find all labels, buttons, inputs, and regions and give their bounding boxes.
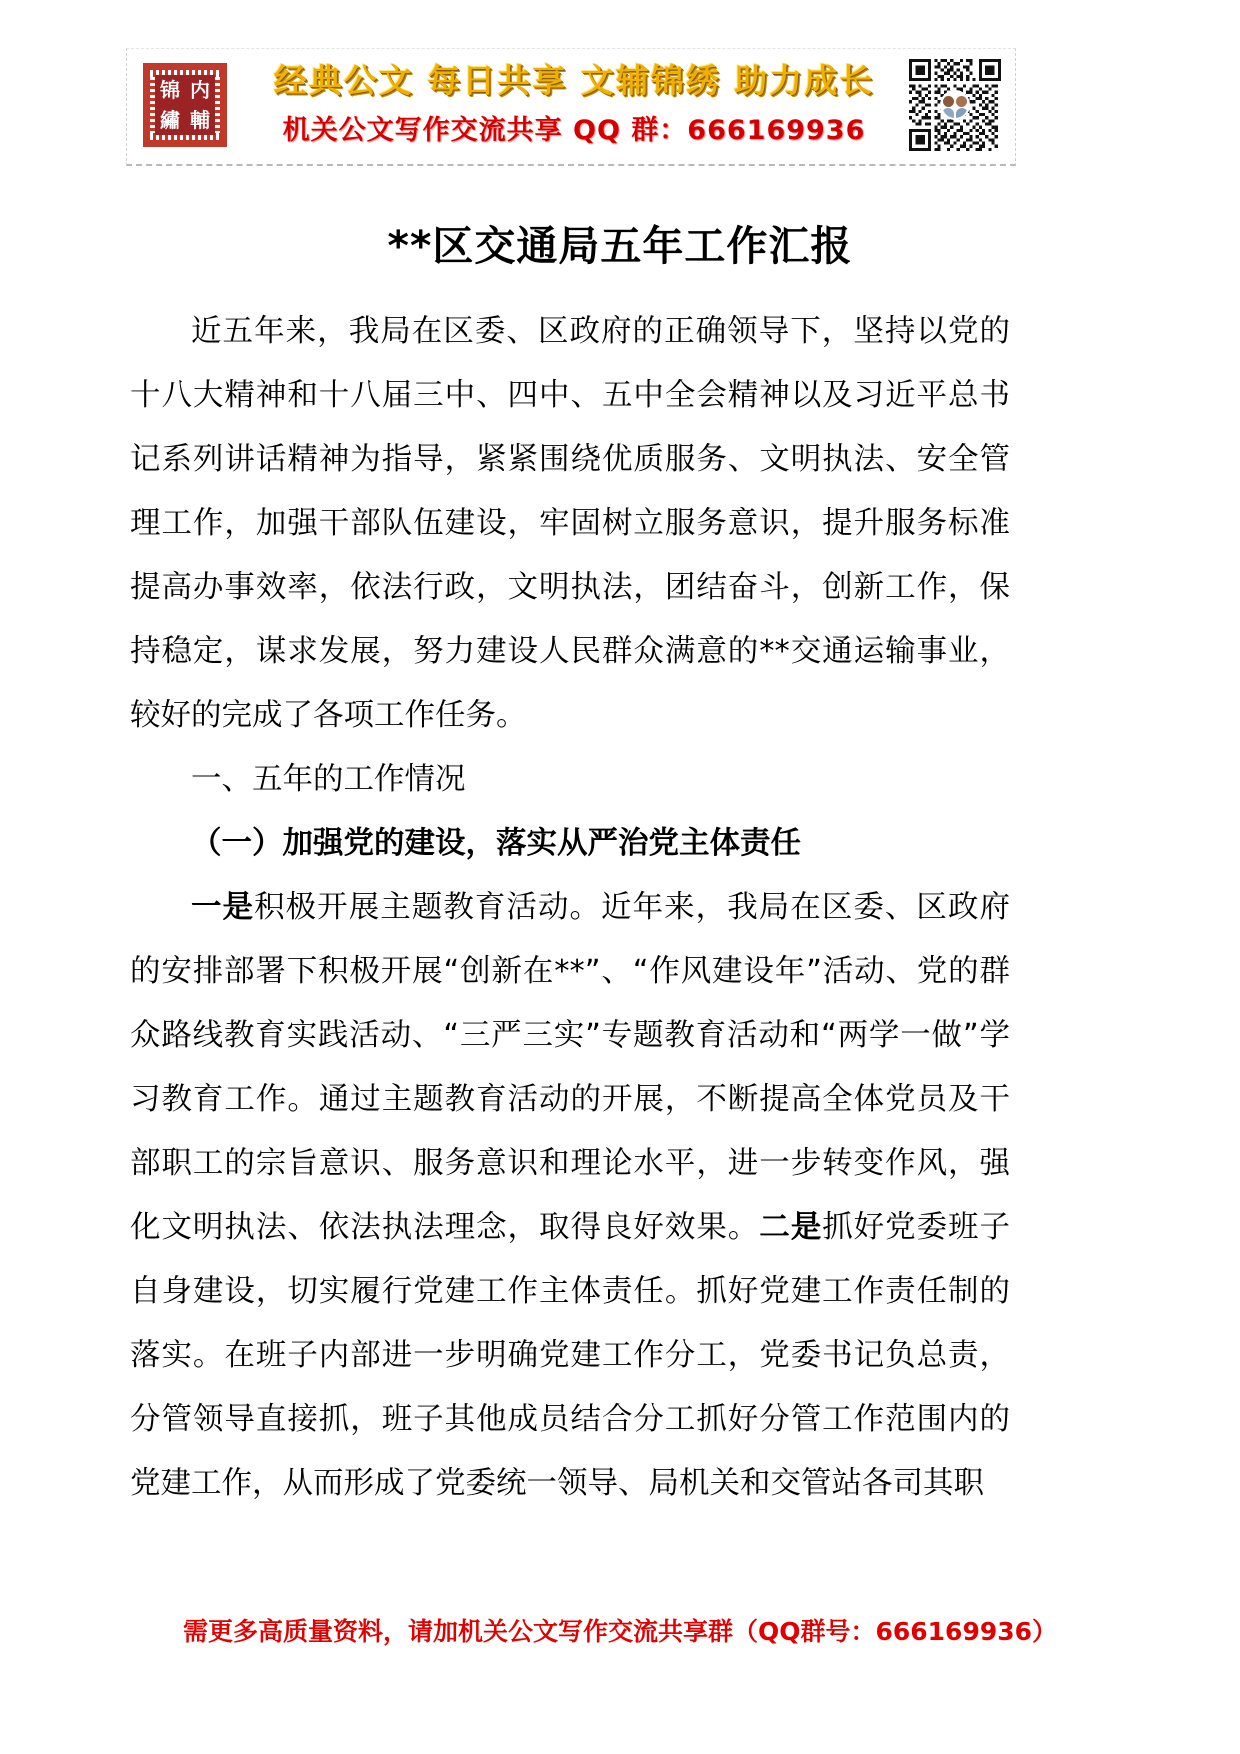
document-body (130, 300, 1010, 1516)
qr-code-icon (909, 59, 1001, 151)
seal-char-2: 内 (190, 78, 210, 102)
page-title: **区交通局五年工作汇报 (387, 222, 853, 271)
run-bold-yishi: 一是 (191, 890, 255, 925)
qr-avatar-icon (940, 90, 970, 120)
heading-section-1 (130, 748, 1010, 812)
paragraph-intro (130, 300, 1010, 748)
run-bold-ershi: 二是 (759, 1210, 823, 1245)
seal-char-1: 锦 (160, 78, 180, 102)
run-text: 积极开展主题教育活动。近年来，我局在区委、区政府的安排部署下积极开展“创新在**”、“作风建设年”活动、党的群众路线教育实践活动、“三严三实”专题教育活动和“两学一做”学习教育工作。通过主题教育活动的开展，不断提高全体党员及干部职工的宗旨意识、服务意识和理论水平，进一步转变作风，强化文明执法、依法执法理念，取得良好效果。 (130, 890, 1011, 1245)
seal-inner (155, 75, 215, 135)
paragraph-party-building (130, 876, 1010, 1516)
seal-char-3: 繡 (160, 108, 180, 132)
run-text: 抓好党委班子自身建设，切实履行党建工作主体责任。抓好党建工作责任制的落实。在班子内部进一步明确党建工作分工，党委书记负总责，分管领导直接抓，班子其他成员结合分工抓好分管工作范围内的党建工作，从而形成了党委统一领导、局机关和交管站各司其职 (130, 1210, 1011, 1501)
heading-section-1-1 (130, 812, 1010, 876)
banner-slogan-line1: 经典公文 每日共享 文辅锦绣 助力成长 (273, 61, 875, 100)
seal-logo-icon (139, 59, 231, 151)
run-text: 近五年来，我局在区委、区政府的正确领导下，坚持以党的十八大精神和十八届三中、四中、五中全会精神以及习近平总书记系列讲话精神为指导，紧紧围绕优质服务、文明执法、安全管理工作，加强干部队伍建设，牢固树立服务意识，提升服务标准提高办事效率，依法行政，文明执法，团结奋斗，创新工作，保持稳定，谋求发展，努力建设人民群众满意的**交通运输事业，较好的完成了各项工作任务。 (130, 314, 1010, 733)
banner-text-block (231, 49, 903, 147)
footer-promo-note: 需更多高质量资料，请加机关公文写作交流共享群（QQ群号：666169936） (182, 1617, 1058, 1646)
promo-banner (126, 48, 1016, 166)
run-text: 一、五年的工作情况 (191, 762, 466, 797)
seal-char-4: 輔 (190, 108, 210, 132)
banner-slogan-line2: 机关公文写作交流共享 QQ 群：666169936 (282, 115, 866, 146)
run-text: （一）加强党的建设，落实从严治党主体责任 (191, 826, 801, 861)
